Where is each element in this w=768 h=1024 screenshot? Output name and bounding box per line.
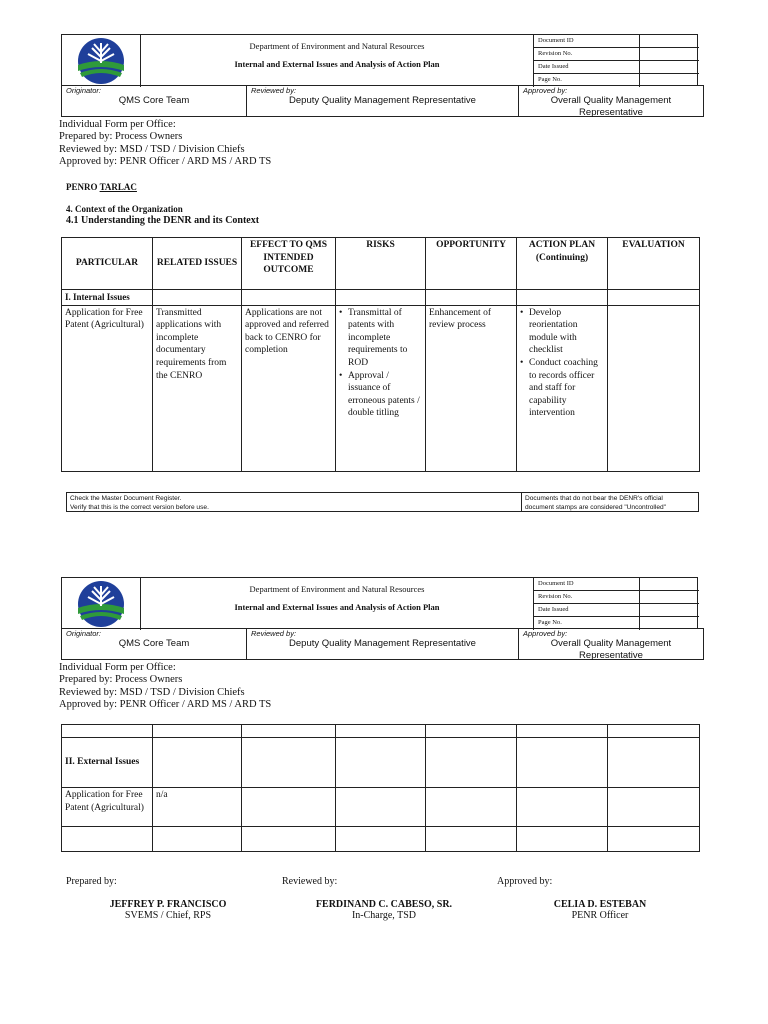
table-row xyxy=(62,725,700,738)
table-row xyxy=(62,305,700,471)
row1-risks xyxy=(336,305,426,471)
issues-table xyxy=(61,237,700,472)
info-reviewed-by: Reviewed by: MSD / TSD / Division Chiefs xyxy=(59,143,245,155)
meta-page-no: Page No. xyxy=(534,617,640,630)
department-name: Department of Environment and Natural Resources xyxy=(249,41,425,51)
originator-value: QMS Core Team xyxy=(118,95,190,106)
footer-left: Check the Master Document Register. Verify that this is the correct version before use. xyxy=(70,495,209,511)
info-prepared-by: Prepared by: Process Owners xyxy=(59,131,183,143)
meta-date-issued: Date Issued xyxy=(534,61,640,74)
prepared-name: JEFFREY P. FRANCISCO xyxy=(109,899,227,910)
row1-related: Transmitted applications with incomplete documentary requirements from the CENRO xyxy=(153,305,242,471)
table-row xyxy=(62,290,700,306)
table-row xyxy=(62,738,700,788)
form-info xyxy=(59,119,271,169)
approved-value: Overall Quality Management Representative xyxy=(550,95,672,118)
reviewed-value: Deputy Quality Management Representative xyxy=(289,638,476,649)
document-meta xyxy=(534,578,699,630)
row1-evaluation xyxy=(608,305,700,471)
approved-caption: Approved by: xyxy=(523,629,568,638)
denr-logo xyxy=(62,35,141,87)
info-reviewed-by: Reviewed by: MSD / TSD / Division Chiefs xyxy=(59,686,245,698)
form-title: Internal and External Issues and Analysis of Action Plan xyxy=(234,602,440,612)
approved-caption: Approved by: xyxy=(523,86,568,95)
reviewed-cell xyxy=(247,629,519,659)
info-prepared-by: Prepared by: Process Owners xyxy=(59,674,183,686)
reviewed-caption: Reviewed by: xyxy=(251,86,297,95)
header-title-cell xyxy=(141,35,534,87)
header-title-cell xyxy=(141,578,534,630)
footer-right: Documents that do not bear the DENR's official document stamps are considered "Uncontrolled" xyxy=(521,493,699,511)
denr-logo xyxy=(62,578,141,630)
table-row xyxy=(62,827,700,852)
meta-document-id: Document ID xyxy=(534,35,640,48)
row1-particular: Application for Free Patent (Agricultural) xyxy=(62,305,153,471)
meta-date-issued: Date Issued xyxy=(534,604,640,617)
signatory-reviewed xyxy=(294,899,474,921)
row2-related: n/a xyxy=(153,788,242,827)
document-header-2 xyxy=(61,577,698,629)
info-approved-by: Approved by: PENR Officer / ARD MS / ARD TS xyxy=(59,699,272,711)
office-name: TARLAC xyxy=(99,182,137,192)
table-row xyxy=(62,788,700,827)
info-approved-by: Approved by: PENR Officer / ARD MS / ARD TS xyxy=(59,156,272,168)
approved-cell xyxy=(519,629,703,659)
col-action-plan: ACTION PLAN (Continuing) xyxy=(517,238,608,290)
context-heading: 4. Context of the Organization xyxy=(66,204,183,214)
control-footer xyxy=(66,492,699,512)
prepared-position: SVEMS / Chief, RPS xyxy=(124,910,212,921)
internal-issues-label: I. Internal Issues xyxy=(62,290,153,306)
reviewed-position: In-Charge, TSD xyxy=(351,910,417,921)
row1-effect: Applications are not approved and referred back to CENRO for completion xyxy=(242,305,336,471)
meta-document-id: Document ID xyxy=(534,578,640,591)
risk-item: • Transmittal of patents with incomplete requirements to ROD xyxy=(339,307,422,370)
document-header xyxy=(61,34,698,86)
context-subheading: 4.1 Understanding the DENR and its Context xyxy=(66,215,260,226)
row1-action xyxy=(517,305,608,471)
reviewed-cell xyxy=(247,86,519,116)
col-opportunity: OPPORTUNITY xyxy=(426,238,517,290)
document-meta xyxy=(534,35,699,87)
col-related-issues: RELATED ISSUES xyxy=(153,238,242,290)
external-issues-table xyxy=(61,724,700,852)
department-name: Department of Environment and Natural Resources xyxy=(249,584,425,594)
signature-strip xyxy=(61,85,704,117)
external-issues-label: II. External Issues xyxy=(62,738,153,788)
action-item: • Conduct coaching to records officer and staff for capability intervention xyxy=(520,357,604,420)
table-header-row xyxy=(62,238,700,290)
approved-value: Overall Quality Management Representative xyxy=(550,638,672,661)
office-label: PENRO TARLAC xyxy=(66,182,137,192)
prepared-caption: Prepared by: xyxy=(66,876,117,887)
info-individual-form: Individual Form per Office: xyxy=(59,662,176,673)
meta-revision-no: Revision No. xyxy=(534,591,640,604)
approved-position: PENR Officer xyxy=(571,910,629,921)
originator-value: QMS Core Team xyxy=(118,638,190,649)
risk-item: • Approval / issuance of erroneous patents / double titling xyxy=(339,370,422,420)
form-info-2 xyxy=(59,662,271,712)
signatory-prepared xyxy=(78,899,258,921)
signatory-approved xyxy=(510,899,690,921)
meta-page-no: Page No. xyxy=(534,74,640,87)
originator-cell xyxy=(62,629,247,659)
originator-cell xyxy=(62,86,247,116)
row1-opportunity: Enhancement of review process xyxy=(426,305,517,471)
reviewed-caption: Reviewed by: xyxy=(251,629,297,638)
signature-strip-2 xyxy=(61,628,704,660)
col-evaluation: EVALUATION xyxy=(608,238,700,290)
originator-caption: Originator: xyxy=(66,86,102,95)
meta-revision-no: Revision No. xyxy=(534,48,640,61)
reviewed-caption-sign: Reviewed by: xyxy=(282,876,338,887)
form-title: Internal and External Issues and Analysis of Action Plan xyxy=(234,59,440,69)
action-item: • Develop reorientation module with checklist xyxy=(520,307,604,357)
approved-caption-sign: Approved by: xyxy=(497,876,553,887)
reviewed-name: FERDINAND C. CABESO, SR. xyxy=(315,899,453,910)
approved-name: CELIA D. ESTEBAN xyxy=(553,899,647,910)
row2-particular: Application for Free Patent (Agricultural) xyxy=(62,788,153,827)
info-individual-form: Individual Form per Office: xyxy=(59,119,176,130)
col-risks: RISKS xyxy=(336,238,426,290)
col-effect: EFFECT TO QMS INTENDED OUTCOME xyxy=(242,238,336,290)
col-particular: PARTICULAR xyxy=(62,238,153,290)
originator-caption: Originator: xyxy=(66,629,102,638)
approved-cell xyxy=(519,86,703,116)
reviewed-value: Deputy Quality Management Representative xyxy=(289,95,476,106)
